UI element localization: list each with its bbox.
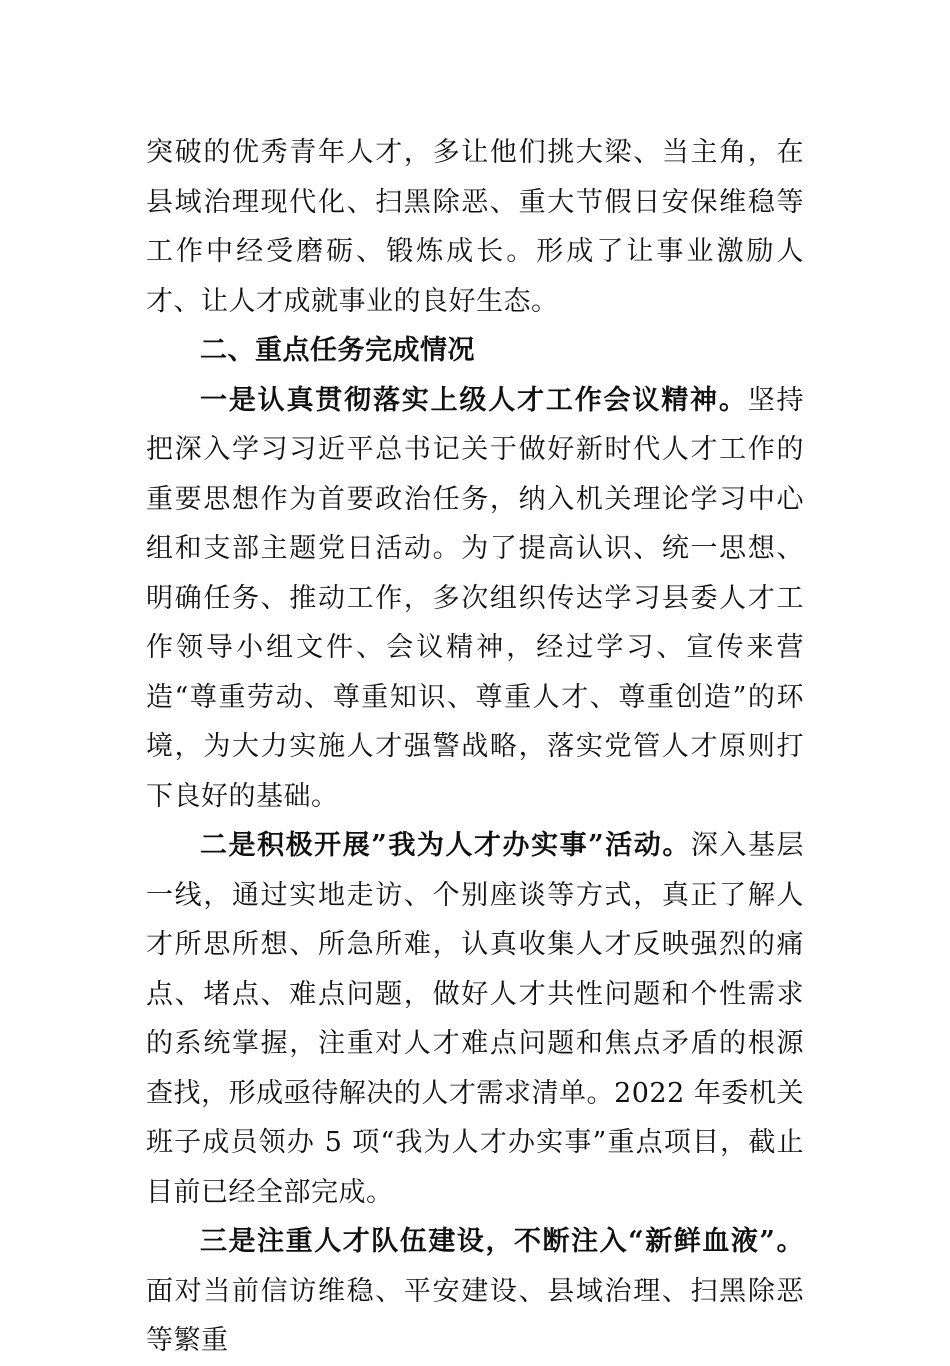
paragraph-lead: 三是注重人才队伍建设，不断注入“新鲜血液”。 [200, 1226, 804, 1257]
paragraph-task-one [146, 376, 804, 822]
paragraph-task-two [146, 821, 804, 1217]
paragraph-body: 面对当前信访维稳、平安建设、县域治理、扫黑除恶等繁重 [146, 1275, 804, 1356]
paragraph-task-three [146, 1217, 804, 1366]
paragraph-body: 深入基层一线，通过实地走访、个别座谈等方式，真正了解人才所思所想、所急所难，认真收集人才反映强烈的痛点、堵点、难点问题，做好人才共性问题和个性需求的系统掌握，注重对人才难点问题和焦点矛盾的根源查找，形成亟待解决的人才需求清单。2022 年委机关班子成员领办 5 项“我为人才办实事”重点项目，截止目前已经全部完成。 [146, 830, 805, 1208]
paragraph-continuation: 突破的优秀青年人才，多让他们挑大梁、当主角，在县域治理现代化、扫黑除恶、重大节假日安保维稳等工作中经受磨砺、锻炼成长。形成了让事业激励人才、让人才成就事业的良好生态。 [146, 137, 804, 317]
section-heading: 二、重点任务完成情况 [200, 335, 475, 366]
paragraph-body: 坚持把深入学习习近平总书记关于做好新时代人才工作的重要思想作为首要政治任务，纳入机关理论学习中心组和支部主题党日活动。为了提高认识、统一思想、明确任务、推动工作，多次组织传达学习县委人才工作领导小组文件、会议精神，经过学习、宣传来营造“尊重劳动、尊重知识、尊重人才、尊重创造”的环境，为大力实施人才强警战略，落实党管人才原则打下良好的基础。 [146, 384, 805, 812]
paragraph-lead: 一是认真贯彻落实上级人才工作会议精神。 [200, 384, 748, 416]
document-page [146, 128, 804, 1366]
paragraph-lead: 二是积极开展”我为人才办实事”活动。 [200, 830, 691, 861]
